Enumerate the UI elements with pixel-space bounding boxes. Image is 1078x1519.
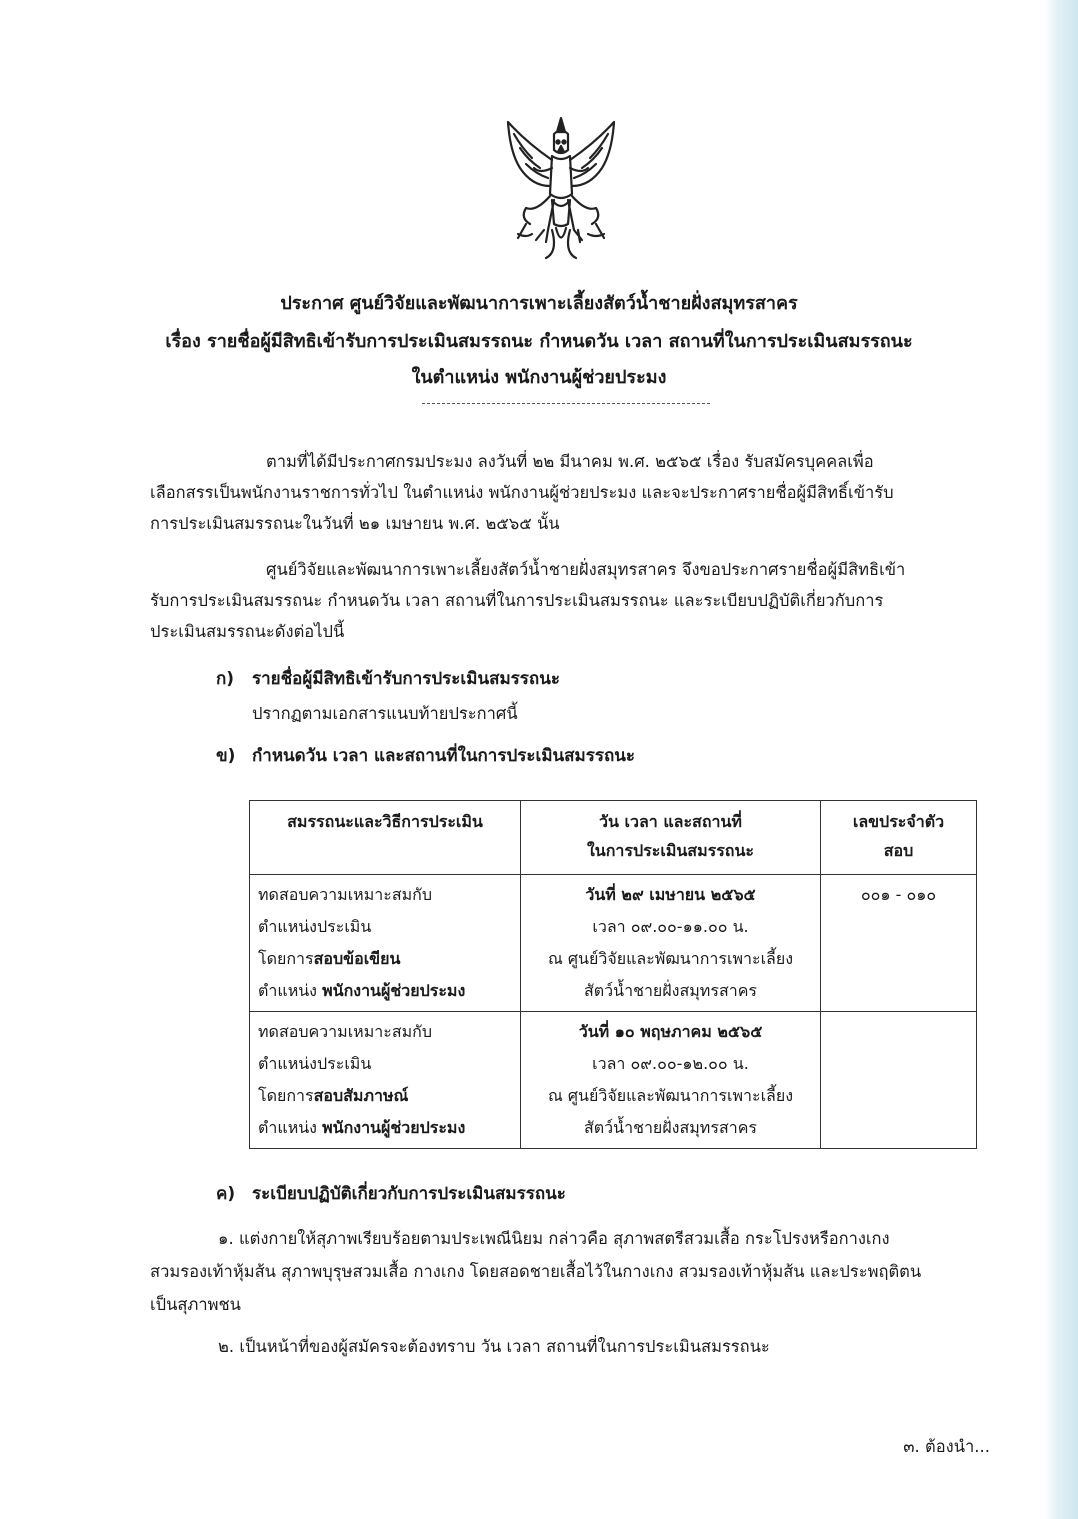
text-line: ตามที่ได้มีประกาศกรมประมง ลงวันที่ ๒๒ มีนาคม พ.ศ. ๒๕๖๕ เรื่อง รับสมัครบุคคลเพื่อ	[266, 452, 874, 471]
datetime-cell: วันที่ ๒๙ เมษายน ๒๕๖๕ เวลา ๐๙.๐๐-๑๑.๐๐ น. ณ ศูนย์วิจัยและพัฒนาการเพาะเลี้ยง สัตว์น้ำชายฝั่งสมุทรสาคร	[521, 875, 821, 1012]
announcement-subject: เรื่อง รายชื่อผู้มีสิทธิเข้ารับการประเมินสมรรถนะ กำหนดวัน เวลา สถานที่ในการประเมินสมรรถนะ	[165, 331, 913, 352]
continued-note: ๓. ต้องนำ...	[903, 1437, 990, 1456]
competency-cell: ทดสอบความเหมาะสมกับ ตำแหน่งประเมิน โดยการสอบข้อเขียน ตำแหน่ง พนักงานผู้ช่วยประมง	[250, 875, 521, 1012]
text-line: ประเมินสมรรถนะดังต่อไปนี้	[150, 622, 345, 641]
table-row	[250, 1012, 977, 1149]
text-line: สวมรองเท้าหุ้มส้น สุภาพบุรุษสวมเสื้อ กางเกง โดยสอดชายเสื้อไว้ในกางเกง สวมรองเท้าหุ้มส้น และประพฤติตน	[150, 1262, 922, 1281]
section-title: ระเบียบปฏิบัติเกี่ยวกับการประเมินสมรรถนะ	[252, 1184, 566, 1204]
table-header-row	[250, 801, 977, 875]
header-datetime: วัน เวลา และสถานที่ ในการประเมินสมรรถนะ	[521, 801, 821, 875]
exam-id-cell	[821, 1012, 977, 1149]
section-b-heading	[216, 742, 635, 769]
text-line: เป็นสุภาพชน	[150, 1295, 241, 1314]
text-line: รับการประเมินสมรรถนะ กำหนดวัน เวลา สถานที่ในการประเมินสมรรถนะ และระเบียบปฏิบัติเกี่ยวกับการ	[150, 591, 884, 610]
text-line: ศูนย์วิจัยและพัฒนาการเพาะเลี้ยงสัตว์น้ำชายฝั่งสมุทรสาคร จึงขอประกาศรายชื่อผู้มีสิทธิเข้า	[266, 560, 906, 579]
section-c-heading	[216, 1180, 566, 1207]
rule-item-1	[150, 1222, 975, 1321]
scan-edge	[1044, 0, 1078, 1519]
announcement-title: ประกาศ ศูนย์วิจัยและพัฒนาการเพาะเลี้ยงสัตว์น้ำชายฝั่งสมุทรสาคร	[280, 293, 798, 314]
announcement-position: ในตำแหน่ง พนักงานผู้ช่วยประมง	[411, 367, 667, 388]
competency-cell: ทดสอบความเหมาะสมกับ ตำแหน่งประเมิน โดยการสอบสัมภาษณ์ ตำแหน่ง พนักงานผู้ช่วยประมง	[250, 1012, 521, 1149]
datetime-cell: วันที่ ๑๐ พฤษภาคม ๒๕๖๕ เวลา ๐๙.๐๐-๑๒.๐๐ น. ณ ศูนย์วิจัยและพัฒนาการเพาะเลี้ยง สัตว์น้ำชายฝั่งสมุทรสาคร	[521, 1012, 821, 1149]
garuda-emblem-icon	[496, 112, 626, 267]
section-title: รายชื่อผู้มีสิทธิเข้ารับการประเมินสมรรถนะ	[252, 669, 560, 689]
intro-paragraph-1	[150, 446, 975, 539]
section-marker: ค)	[216, 1184, 236, 1204]
header-competency: สมรรถนะและวิธีการประเมิน	[250, 801, 521, 875]
text-line: ๑. แต่งกายให้สุภาพเรียบร้อยตามประเพณีนิยม กล่าวคือ สุภาพสตรีสวมเสื้อ กระโปรงหรือกางเกง	[218, 1229, 890, 1248]
text-line: เลือกสรรเป็นพนักงานราชการทั่วไป ในตำแหน่ง พนักงานผู้ช่วยประมง และจะประกาศรายชื่อผู้มีสิทธิ์เข้ารับ	[150, 483, 894, 502]
header-exam-id: เลขประจำตัว สอบ	[821, 801, 977, 875]
table-row	[250, 875, 977, 1012]
section-a-heading	[216, 665, 560, 692]
schedule-table	[249, 800, 977, 1149]
section-marker: ข)	[216, 746, 236, 766]
rule-item-2	[150, 1330, 975, 1363]
exam-id-cell: ๐๐๑ - ๐๑๐	[821, 875, 977, 1012]
section-marker: ก)	[216, 669, 235, 689]
intro-paragraph-2	[150, 554, 975, 647]
text-line: ๒. เป็นหน้าที่ของผู้สมัครจะต้องทราบ วัน เวลา สถานที่ในการประเมินสมรรถนะ	[218, 1337, 770, 1356]
text-line: การประเมินสมรรถนะในวันที่ ๒๑ เมษายน พ.ศ. ๒๕๖๕ นั้น	[150, 514, 560, 533]
section-a-text: ปรากฏตามเอกสารแนบท้ายประกาศนี้	[252, 704, 518, 723]
section-title: กำหนดวัน เวลา และสถานที่ในการประเมินสมรรถนะ	[252, 746, 636, 766]
header-divider	[422, 403, 710, 404]
